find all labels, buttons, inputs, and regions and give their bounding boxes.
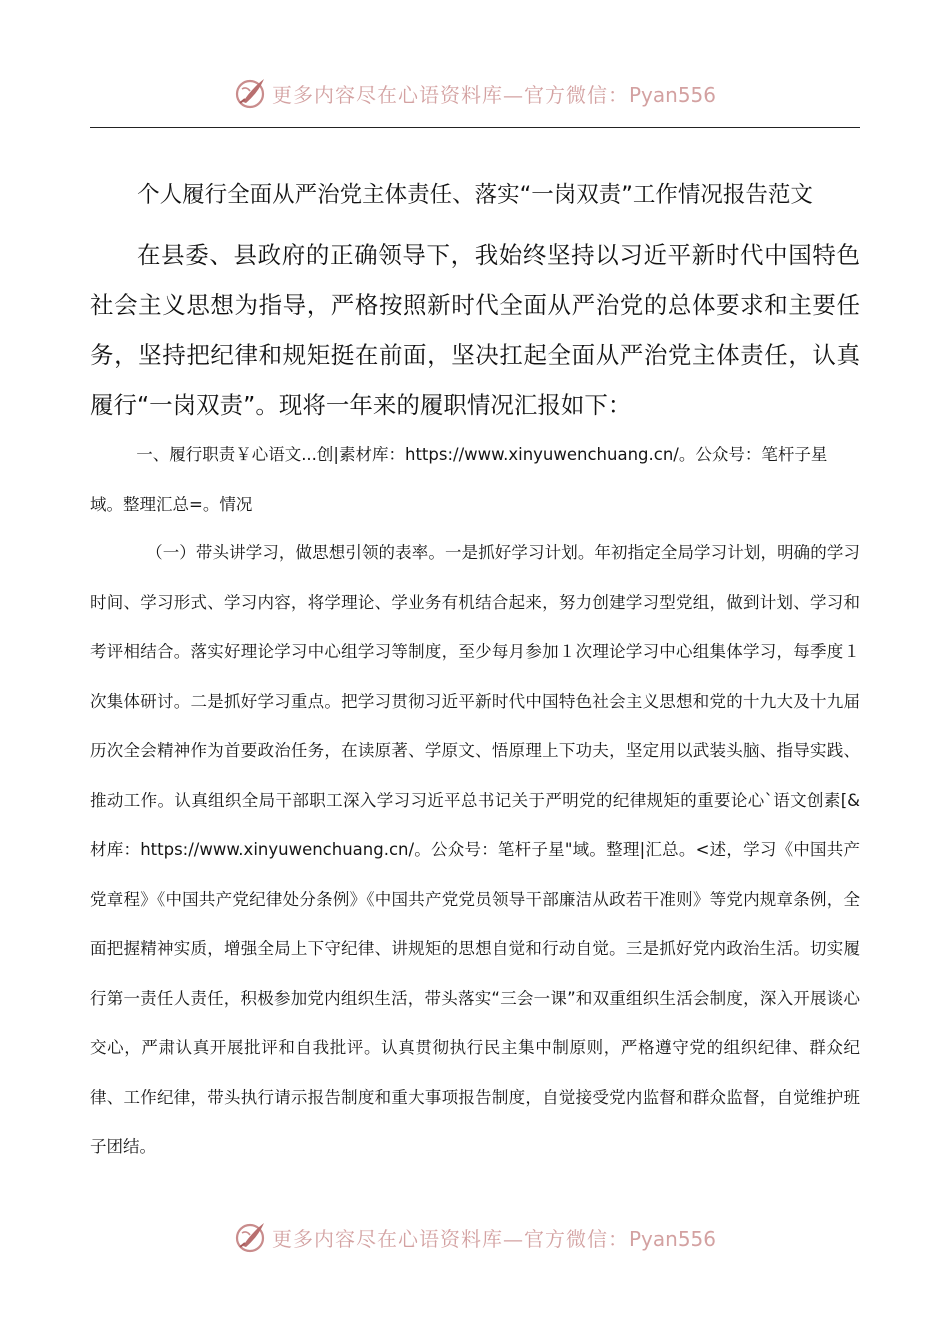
quill-logo-icon <box>234 76 268 110</box>
document-title: 个人履行全面从严治党主体责任、落实“一岗双责”工作情况报告范文 <box>137 182 813 208</box>
header-watermark-wechat-id: Pyan556 <box>628 82 716 107</box>
header-watermark <box>0 71 950 115</box>
body-paragraph: （一）带头讲学习，做思想引领的表率。一是抓好学习计划。年初指定全局学习计划，明确的学习时间、学习形式、学习内容，将学理论、学业务有机结合起来，努力创建学习型党组，做到计划、学习和考评相结合。落实好理论学习中心组学习等制度，至少每月参加１次理论学习中心组集体学习，每季度１次集体研讨。二是抓好学习重点。把学习贯彻习近平新时代中国特色社会主义思想和党的十九大及十九届历次全会精神作为首要政治任务，在读原著、学原文、悟原理上下功夫，坚定用以武装头脑、指导实践、推动工作。认真组织全局干部职工深入学习习近平总书记关于严明党的纪律规矩的重要论心`语文创素[&材库：https://www.xinyuwenchuang.cn/。公众号：笔杆子星"域。整理|汇总。<述，学习《中国共产党章程》《中国共产党纪律处分条例》《中国共产党党员领导干部廉洁从政若干准则》等党内规章条例，全面把握精神实质，增强全局上下守纪律、讲规矩的思想自觉和行动自觉。三是抓好党内政治生活。切实履行第一责任人责任，积极参加党内组织生活，带头落实“三会一课”和双重组织生活会制度，深入开展谈心交心，严肃认真开展批评和自我批评。认真贯彻执行民主集中制原则，严格遵守党的组织纪律、群众纪律、工作纪律，带头执行请示报告制度和重大事项报告制度，自觉接受党内监督和群众监督，自觉维护班子团结。 <box>90 543 860 1156</box>
footer-watermark-wechat-id: Pyan556 <box>628 1226 716 1251</box>
footer-watermark <box>0 1215 950 1259</box>
section-heading: 一、履行职责￥心语文...创|素材库：https://www.xinyuwenchuang.cn/。公众号：笔杆子星域。整理汇总=。情况 <box>90 445 828 514</box>
quill-logo-icon <box>234 1220 268 1254</box>
footer-watermark-text: 更多内容尽在心语资料库—官方微信：Pyan556 <box>271 1226 716 1251</box>
lead-paragraph: 在县委、县政府的正确领导下，我始终坚持以习近平新时代中国特色社会主义思想为指导，严格按照新时代全面从严治党的总体要求和主要任务，坚持把纪律和规矩挺在前面，坚决扛起全面从严治党主体责任，认真履行“一岗双责”。现将一年来的履职情况汇报如下： <box>90 241 860 419</box>
header-divider <box>90 127 860 128</box>
header-watermark-text: 更多内容尽在心语资料库—官方微信：Pyan556 <box>271 82 716 107</box>
